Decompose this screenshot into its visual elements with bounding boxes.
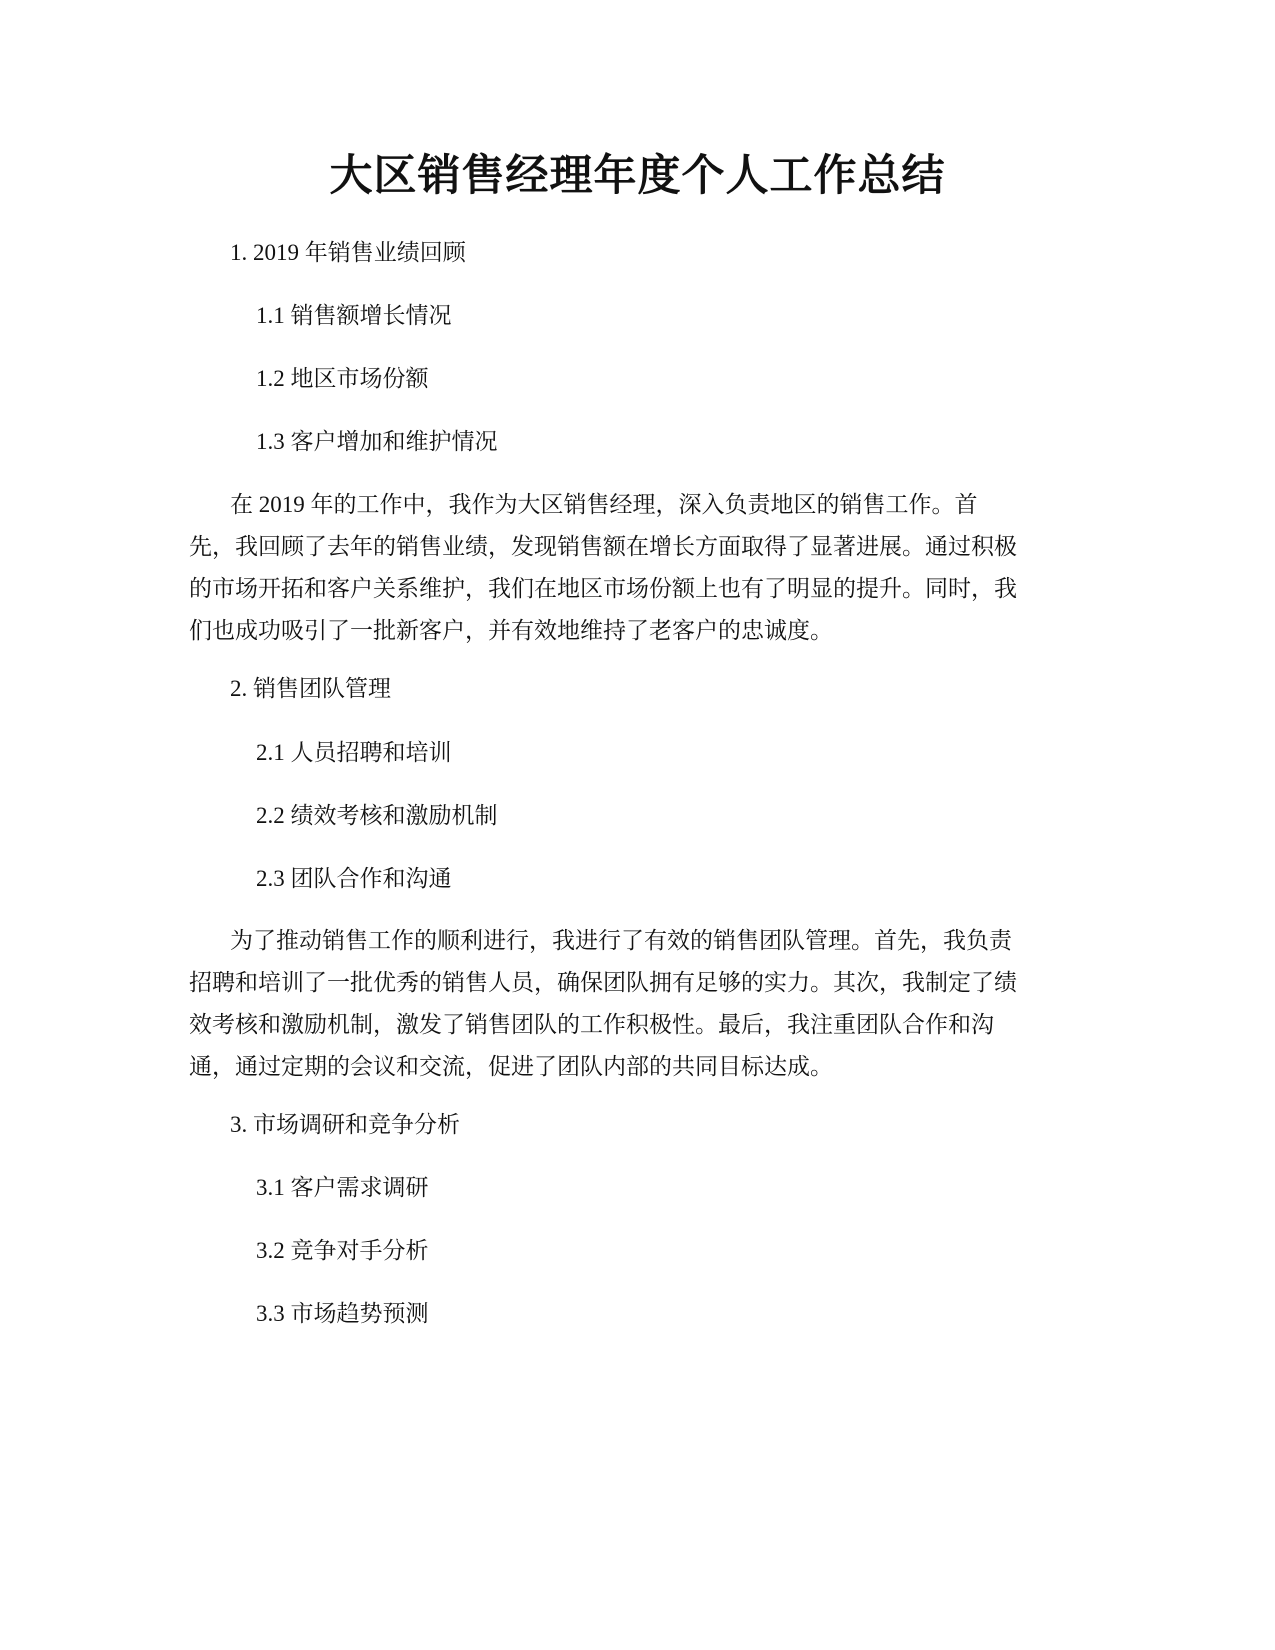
subsection-heading: 3.1 客户需求调研 [256,1175,429,1200]
subsection-heading: 2.1 人员招聘和培训 [256,740,452,765]
subsection-heading: 3.2 竞争对手分析 [256,1238,429,1263]
subsection-heading: 1.3 客户增加和维护情况 [256,429,498,454]
paragraph-line: 在 2019 年的工作中，我作为大区销售经理，深入负责地区的销售工作。首 [230,492,978,517]
subsection-heading: 2.3 团队合作和沟通 [256,866,452,891]
section-heading: 2. 销售团队管理 [230,676,391,701]
subsection-heading: 2.2 绩效考核和激励机制 [256,803,498,828]
body-paragraph [189,484,1089,652]
paragraph-line: 招聘和培训了一批优秀的销售人员，确保团队拥有足够的实力。其次，我制定了绩 [189,970,1017,995]
section-heading: 1. 2019 年销售业绩回顾 [230,240,466,265]
paragraph-line: 的市场开拓和客户关系维护，我们在地区市场份额上也有了明显的提升。同时，我 [189,576,1017,601]
subsection-heading: 1.2 地区市场份额 [256,366,429,391]
paragraph-line: 效考核和激励机制，激发了销售团队的工作积极性。最后，我注重团队合作和沟 [189,1012,994,1037]
section-heading: 3. 市场调研和竞争分析 [230,1112,460,1137]
paragraph-line: 们也成功吸引了一批新客户，并有效地维持了老客户的忠诚度。 [189,618,833,643]
subsection-heading: 3.3 市场趋势预测 [256,1301,429,1326]
paragraph-line: 为了推动销售工作的顺利进行，我进行了有效的销售团队管理。首先，我负责 [230,928,1012,953]
document-title: 大区销售经理年度个人工作总结 [329,151,946,201]
paragraph-line: 先，我回顾了去年的销售业绩，发现销售额在增长方面取得了显著进展。通过积极 [189,534,1017,559]
body-paragraph [189,920,1089,1088]
subsection-heading: 1.1 销售额增长情况 [256,303,452,328]
paragraph-line: 通，通过定期的会议和交流，促进了团队内部的共同目标达成。 [189,1054,833,1079]
